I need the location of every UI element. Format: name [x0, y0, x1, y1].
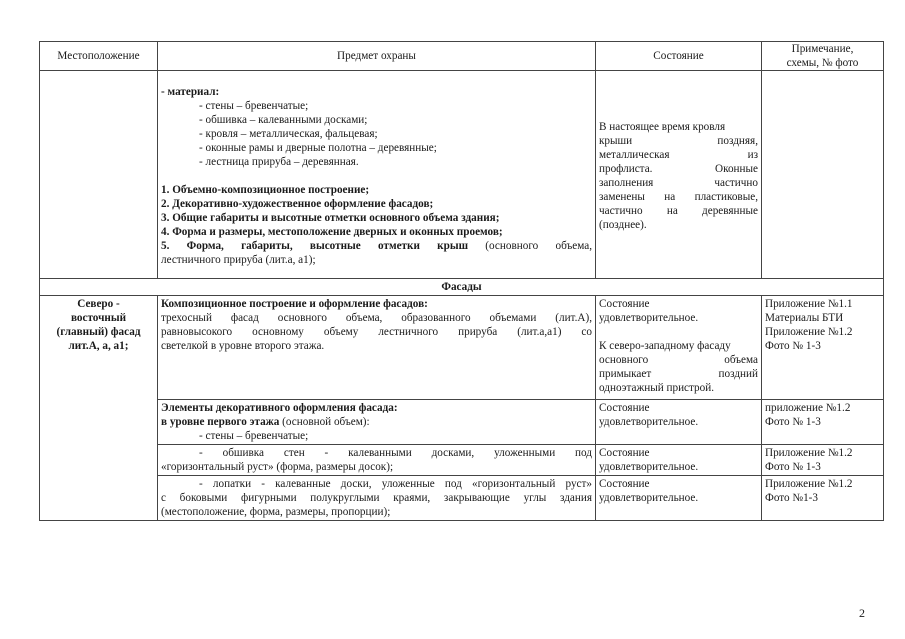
- table-row: [40, 476, 884, 521]
- table-row: [40, 296, 884, 400]
- location-cell: [40, 296, 158, 521]
- header-state: Состояние: [596, 42, 762, 71]
- state-line: В настоящее время кровля: [599, 121, 726, 133]
- item5-line2: лестничного прируба (лит.а, а1);: [161, 254, 316, 266]
- note-line: Фото № 1-3: [765, 340, 821, 352]
- header-note: [762, 42, 884, 71]
- state-line: примыкает поздний: [599, 368, 758, 380]
- header-subject: Предмет охраны: [158, 42, 596, 71]
- subject-line: светелкой в уровне второго этажа.: [161, 340, 325, 352]
- state-cell: [596, 71, 762, 279]
- location-cell: [40, 71, 158, 279]
- protection-item-5: [161, 239, 592, 253]
- state-line: удовлетворительное.: [599, 461, 699, 473]
- protection-item: 1. Объемно-композиционное построение;: [161, 184, 370, 196]
- state-line: удовлетворительное.: [599, 492, 699, 504]
- subject-line: - лопатки - калеванные доски, уложенные под «горизонтальный руст»: [199, 478, 592, 490]
- state-line: (позднее).: [599, 219, 647, 231]
- table-row: [40, 71, 884, 279]
- state-line: Состояние: [599, 298, 650, 310]
- subject-line: с боковыми фигурными полукруглыми краями, закрывающие углы здания: [161, 492, 592, 504]
- note-cell: [762, 400, 884, 445]
- protection-item: 3. Общие габариты и высотные отметки основного объема здания;: [161, 212, 500, 224]
- note-line: Фото № 1-3: [765, 461, 821, 473]
- note-line: Материалы БТИ: [765, 312, 844, 324]
- note-line: Приложение №1.2: [765, 447, 853, 459]
- note-line: Приложение №1.2: [765, 478, 853, 490]
- subject-cell: [158, 400, 596, 445]
- subject-cell: [158, 296, 596, 400]
- note-cell: [762, 71, 884, 279]
- subject-cell: [158, 71, 596, 279]
- protection-item: 4. Форма и размеры, местоположение дверных и оконных проемов;: [161, 226, 503, 238]
- decor-walls: - стены – бревенчатые;: [199, 430, 309, 442]
- state-line: удовлетворительное.: [599, 312, 699, 324]
- section-row: [40, 279, 884, 296]
- subject-line: трехосный фасад основного объема, образованного объемами (лит.А),: [161, 312, 592, 324]
- state-line: одноэтажный пристрой.: [599, 382, 715, 394]
- note-cell: [762, 476, 884, 521]
- decor-level-bold: в уровне первого этажа: [161, 416, 280, 428]
- section-title: Фасады: [40, 279, 884, 296]
- state-line: профлиста. Оконные: [599, 163, 758, 175]
- subject-cell: [158, 476, 596, 521]
- material-label: - материал:: [161, 86, 220, 98]
- subject-title: Композиционное построение и оформление фасадов:: [161, 298, 428, 310]
- note-line: Приложение №1.1: [765, 298, 853, 310]
- subject-line: «горизонтальный руст» (форма, размеры досок);: [161, 461, 394, 473]
- note-cell: [762, 296, 884, 400]
- note-line: Приложение №1.2: [765, 326, 853, 338]
- state-line: Состояние: [599, 447, 650, 459]
- material-item: - оконные рамы и дверные полотна – деревянные;: [199, 142, 437, 154]
- state-line: основного объема: [599, 354, 758, 366]
- state-line: заменены на пластиковые,: [599, 191, 758, 203]
- material-item: - обшивка – калеванными досками;: [199, 114, 368, 126]
- subject-line: равновысокого основному объему лестничного прируба (лит.а,а1) со: [161, 326, 592, 338]
- state-line: К северо-западному фасаду: [599, 340, 731, 352]
- location-line: Северо -: [77, 298, 120, 310]
- state-cell: [596, 445, 762, 476]
- page-number: 2: [859, 606, 865, 620]
- state-line: удовлетворительное.: [599, 416, 699, 428]
- location-line: (главный) фасад: [56, 326, 141, 338]
- table-row: [40, 400, 884, 445]
- protection-item: 2. Декоративно-художественное оформление фасадов;: [161, 198, 434, 210]
- note-cell: [762, 445, 884, 476]
- protection-table: [39, 41, 884, 521]
- state-line: крыши поздняя,: [599, 135, 758, 147]
- table-row: [40, 445, 884, 476]
- decor-title: Элементы декоративного оформления фасада:: [161, 402, 398, 414]
- header-note-line2: схемы, № фото: [786, 57, 859, 69]
- item5-rest: (основного объема,: [468, 240, 593, 252]
- item5-bold: 5. Форма, габариты, высотные отметки крыш: [161, 240, 469, 252]
- note-line: Фото №1-3: [765, 492, 819, 504]
- decor-level: [161, 415, 592, 429]
- state-cell: [596, 296, 762, 400]
- state-line: заполнения частично: [599, 177, 758, 189]
- header-location: Местоположение: [40, 42, 158, 71]
- material-item: - лестница прируба – деревянная.: [199, 156, 359, 168]
- material-item: - кровля – металлическая, фальцевая;: [199, 128, 378, 140]
- state-line: частично на деревянные: [599, 205, 758, 217]
- location-line: восточный: [70, 312, 127, 324]
- decor-level-rest: (основной объем):: [279, 416, 370, 428]
- state-cell: [596, 476, 762, 521]
- header-note-line1: Примечание,: [791, 43, 854, 55]
- material-item: - стены – бревенчатые;: [199, 100, 309, 112]
- state-line: Состояние: [599, 402, 650, 414]
- state-line: Состояние: [599, 478, 650, 490]
- subject-cell: [158, 445, 596, 476]
- subject-line: (местоположение, форма, размеры, пропорции);: [161, 506, 391, 518]
- table-header-row: [40, 42, 884, 71]
- state-cell: [596, 400, 762, 445]
- location-line: лит.А, а, а1;: [68, 340, 129, 352]
- note-line: приложение №1.2: [765, 402, 851, 414]
- document-sheet: [39, 41, 883, 521]
- note-line: Фото № 1-3: [765, 416, 821, 428]
- subject-line: - обшивка стен - калеванными досками, уложенными под: [199, 447, 592, 459]
- state-line: металлическая из: [599, 149, 758, 161]
